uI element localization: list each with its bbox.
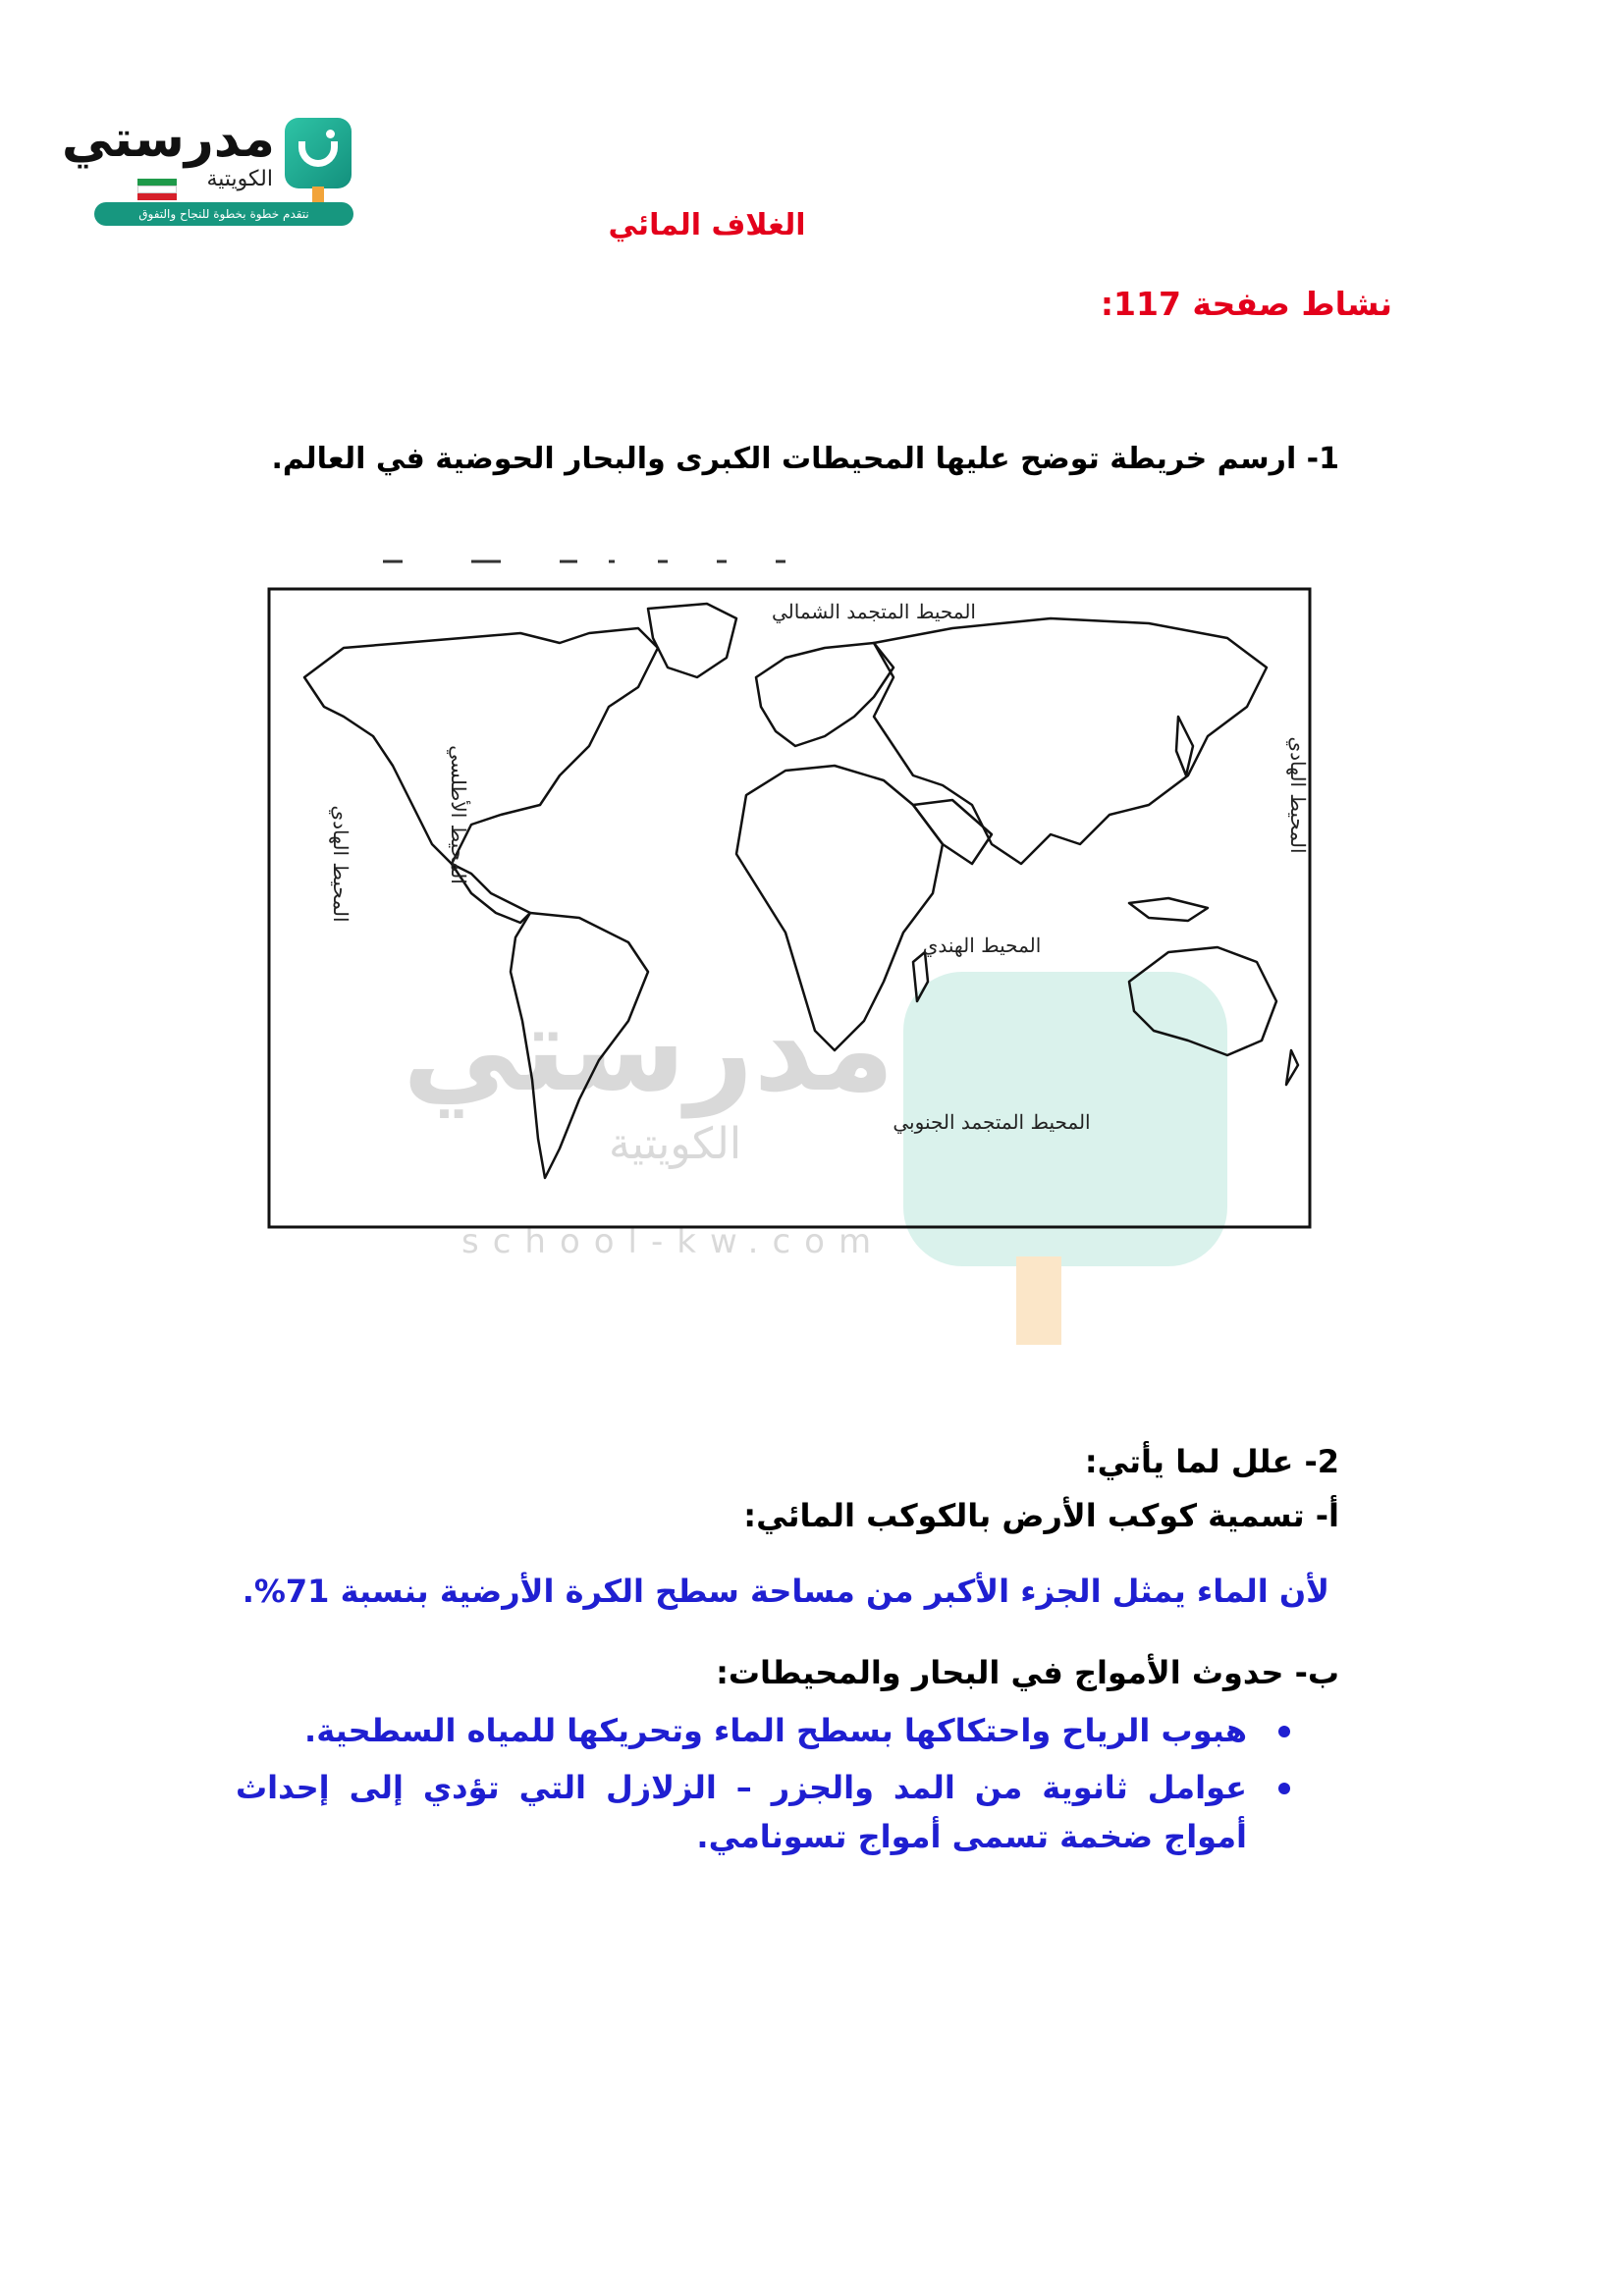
- arabia-outline: [913, 800, 992, 864]
- watermark-subtitle: الكويتية: [609, 1119, 742, 1169]
- map-label-indian: المحيط الهندي: [922, 934, 1042, 957]
- question-2b: ب- حدوث الأمواج في البحار والمحيطات:: [716, 1654, 1339, 1691]
- list-item: هبوب الرياح واحتكاكها بسطح الماء وتحريكها للمياه السطحية.: [236, 1706, 1296, 1755]
- map-label-pacific-west: المحيط الهادي: [329, 805, 352, 923]
- logo-name: مدرستي: [61, 110, 275, 169]
- islands-outline: [1129, 717, 1298, 1085]
- asia-outline: [874, 618, 1267, 864]
- map-label-atlantic: المحيط الأطلسي: [447, 745, 470, 884]
- map-label-arctic: المحيط المتجمد الشمالي: [772, 600, 976, 623]
- kuwait-flag-icon: [137, 179, 177, 200]
- page-title: الغلاف المائي: [608, 208, 806, 242]
- greenland-outline: [648, 604, 736, 677]
- answer-2b-list: [236, 1706, 1296, 1869]
- watermark-name: مدرستي: [403, 982, 895, 1118]
- australia-outline: [1129, 947, 1276, 1055]
- logo-subtitle: الكويتية: [206, 167, 273, 191]
- world-map: [265, 550, 1345, 1276]
- question-2: 2- علل لما يأتي:: [1084, 1443, 1339, 1480]
- site-logo: [61, 108, 363, 226]
- africa-outline: [736, 766, 943, 1050]
- activity-heading: نشاط صفحة 117:: [1100, 285, 1392, 323]
- question-2a: أ- تسمية كوكب الأرض بالكوكب المائي:: [743, 1497, 1339, 1534]
- list-item: عوامل ثانوية من المد والجزر – الزلازل التي تؤدي إلى إحداث أمواج ضخمة تسمى أمواج تسونامي.: [236, 1763, 1296, 1861]
- answer-2a: لأن الماء يمثل الجزء الأكبر من مساحة سطح الكرة الأرضية بنسبة 71%.: [242, 1573, 1329, 1610]
- south-america-outline: [511, 913, 648, 1178]
- question-1: 1- ارسم خريطة توضح عليها المحيطات الكبرى والبحار الحوضية في العالم.: [271, 442, 1339, 476]
- map-frame: [269, 589, 1310, 1227]
- map-label-pacific-east: المحيط الهادي: [1286, 736, 1310, 854]
- logo-icon: [285, 118, 352, 188]
- logo-tagline: نتقدم خطوة بخطوة للنجاح والتفوق: [94, 202, 353, 226]
- map-label-southern: المحيط المتجمد الجنوبي: [893, 1110, 1091, 1134]
- watermark-url: school-kw.com: [461, 1222, 886, 1261]
- madagascar-outline: [913, 952, 928, 1001]
- north-america-outline: [304, 628, 658, 864]
- europe-outline: [756, 643, 893, 746]
